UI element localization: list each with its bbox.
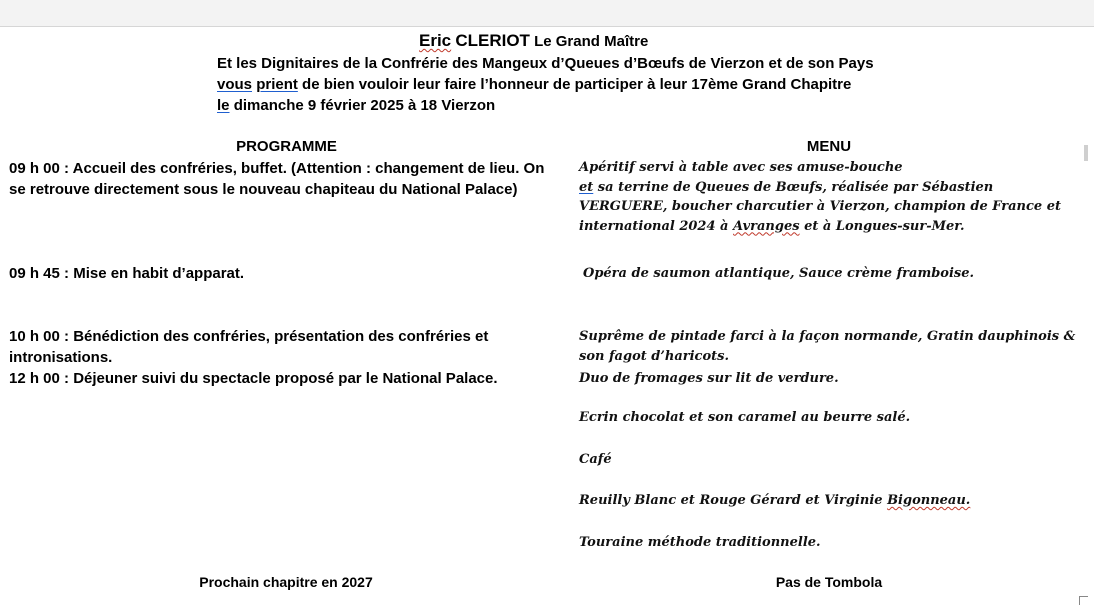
menu-vin-touraine: Touraine méthode traditionnelle. [579, 535, 821, 550]
programme-heading: PROGRAMME [236, 138, 337, 155]
menu-vin-reuilly [579, 491, 1084, 511]
spell-flag-avranges: Avranges [733, 218, 800, 234]
programme-item-benediction: 10 h 00 : Bénédiction des confréries, présentation des confréries et intronisations. [9, 328, 489, 366]
programme-item-dejeuner: 12 h 00 : Déjeuner suivi du spectacle proposé par le National Palace. [9, 370, 498, 387]
programme-item-accueil: 09 h 00 : Accueil des confréries, buffet. (Attention : changement de lieu. On se retrouve directement sous le nouveau chapiteau du National Palace) [9, 160, 545, 198]
app-toolbar-strip [0, 0, 1094, 27]
menu-aperitif-line: Apéritif servi à table avec ses amuse-bouche [579, 160, 903, 175]
programme-item-habit: 09 h 45 : Mise en habit d’apparat. [9, 265, 245, 282]
spell-flag-bigonneau: Bigonneau. [887, 493, 971, 508]
title-line [419, 31, 648, 51]
menu-fromage: Duo de fromages sur lit de verdure. [579, 371, 839, 386]
menu-dessert: Ecrin chocolat et son caramel au beurre salé. [579, 410, 911, 425]
menu-vin-reuilly-text: Reuilly Blanc et Rouge Gérard et Virginie [579, 493, 888, 508]
menu-cafe: Café [579, 452, 612, 467]
menu-terrine [579, 178, 1084, 237]
grammar-flag-et: et [579, 179, 594, 195]
footer-no-tombola: Pas de Tombola [775, 574, 883, 590]
grand-master-role: Le Grand Maître [534, 33, 649, 50]
menu-heading: MENU [806, 138, 852, 155]
page-corner-marker [1079, 596, 1088, 605]
menu-terrine-end: et à Longues-sur-Mer. [799, 218, 965, 234]
vertical-scrollbar-thumb[interactable] [1084, 145, 1088, 161]
grand-master-last-name: CLERIOT [455, 31, 530, 50]
menu-aperitif [579, 158, 1084, 236]
grammar-flag-prient: prient [256, 76, 298, 93]
document-page [0, 27, 1094, 615]
menu-plat: Suprême de pintade farci à la façon normande, Gratin dauphinois & son fagot d’haricots. [579, 329, 1076, 364]
menu-terrine-text: sa terrine de Queues de Bœufs, réalisée par Sébastien VERGUERE, boucher charcutier à Vierzon, champion de France et international 2024 à [579, 179, 1061, 234]
invitation-line-2 [217, 76, 851, 93]
grand-master-first-name: Eric [419, 31, 452, 50]
invitation-line-2-rest: de bien vouloir leur faire l’honneur de participer à leur 17ème Grand Chapitre [302, 76, 852, 93]
menu-entree: Opéra de saumon atlantique, Sauce crème framboise. [583, 266, 975, 281]
grammar-flag-le: le [217, 97, 230, 114]
grammar-flag-vous: vous [217, 76, 253, 93]
footer-next-chapter: Prochain chapitre en 2027 [199, 574, 373, 590]
invitation-line-1: Et les Dignitaires de la Confrérie des Mangeux d’Queues d’Bœufs de Vierzon et de son Pays [217, 55, 874, 72]
event-date: dimanche 9 février 2025 à 18 Vierzon [233, 97, 496, 114]
invitation-line-3 [217, 97, 495, 114]
